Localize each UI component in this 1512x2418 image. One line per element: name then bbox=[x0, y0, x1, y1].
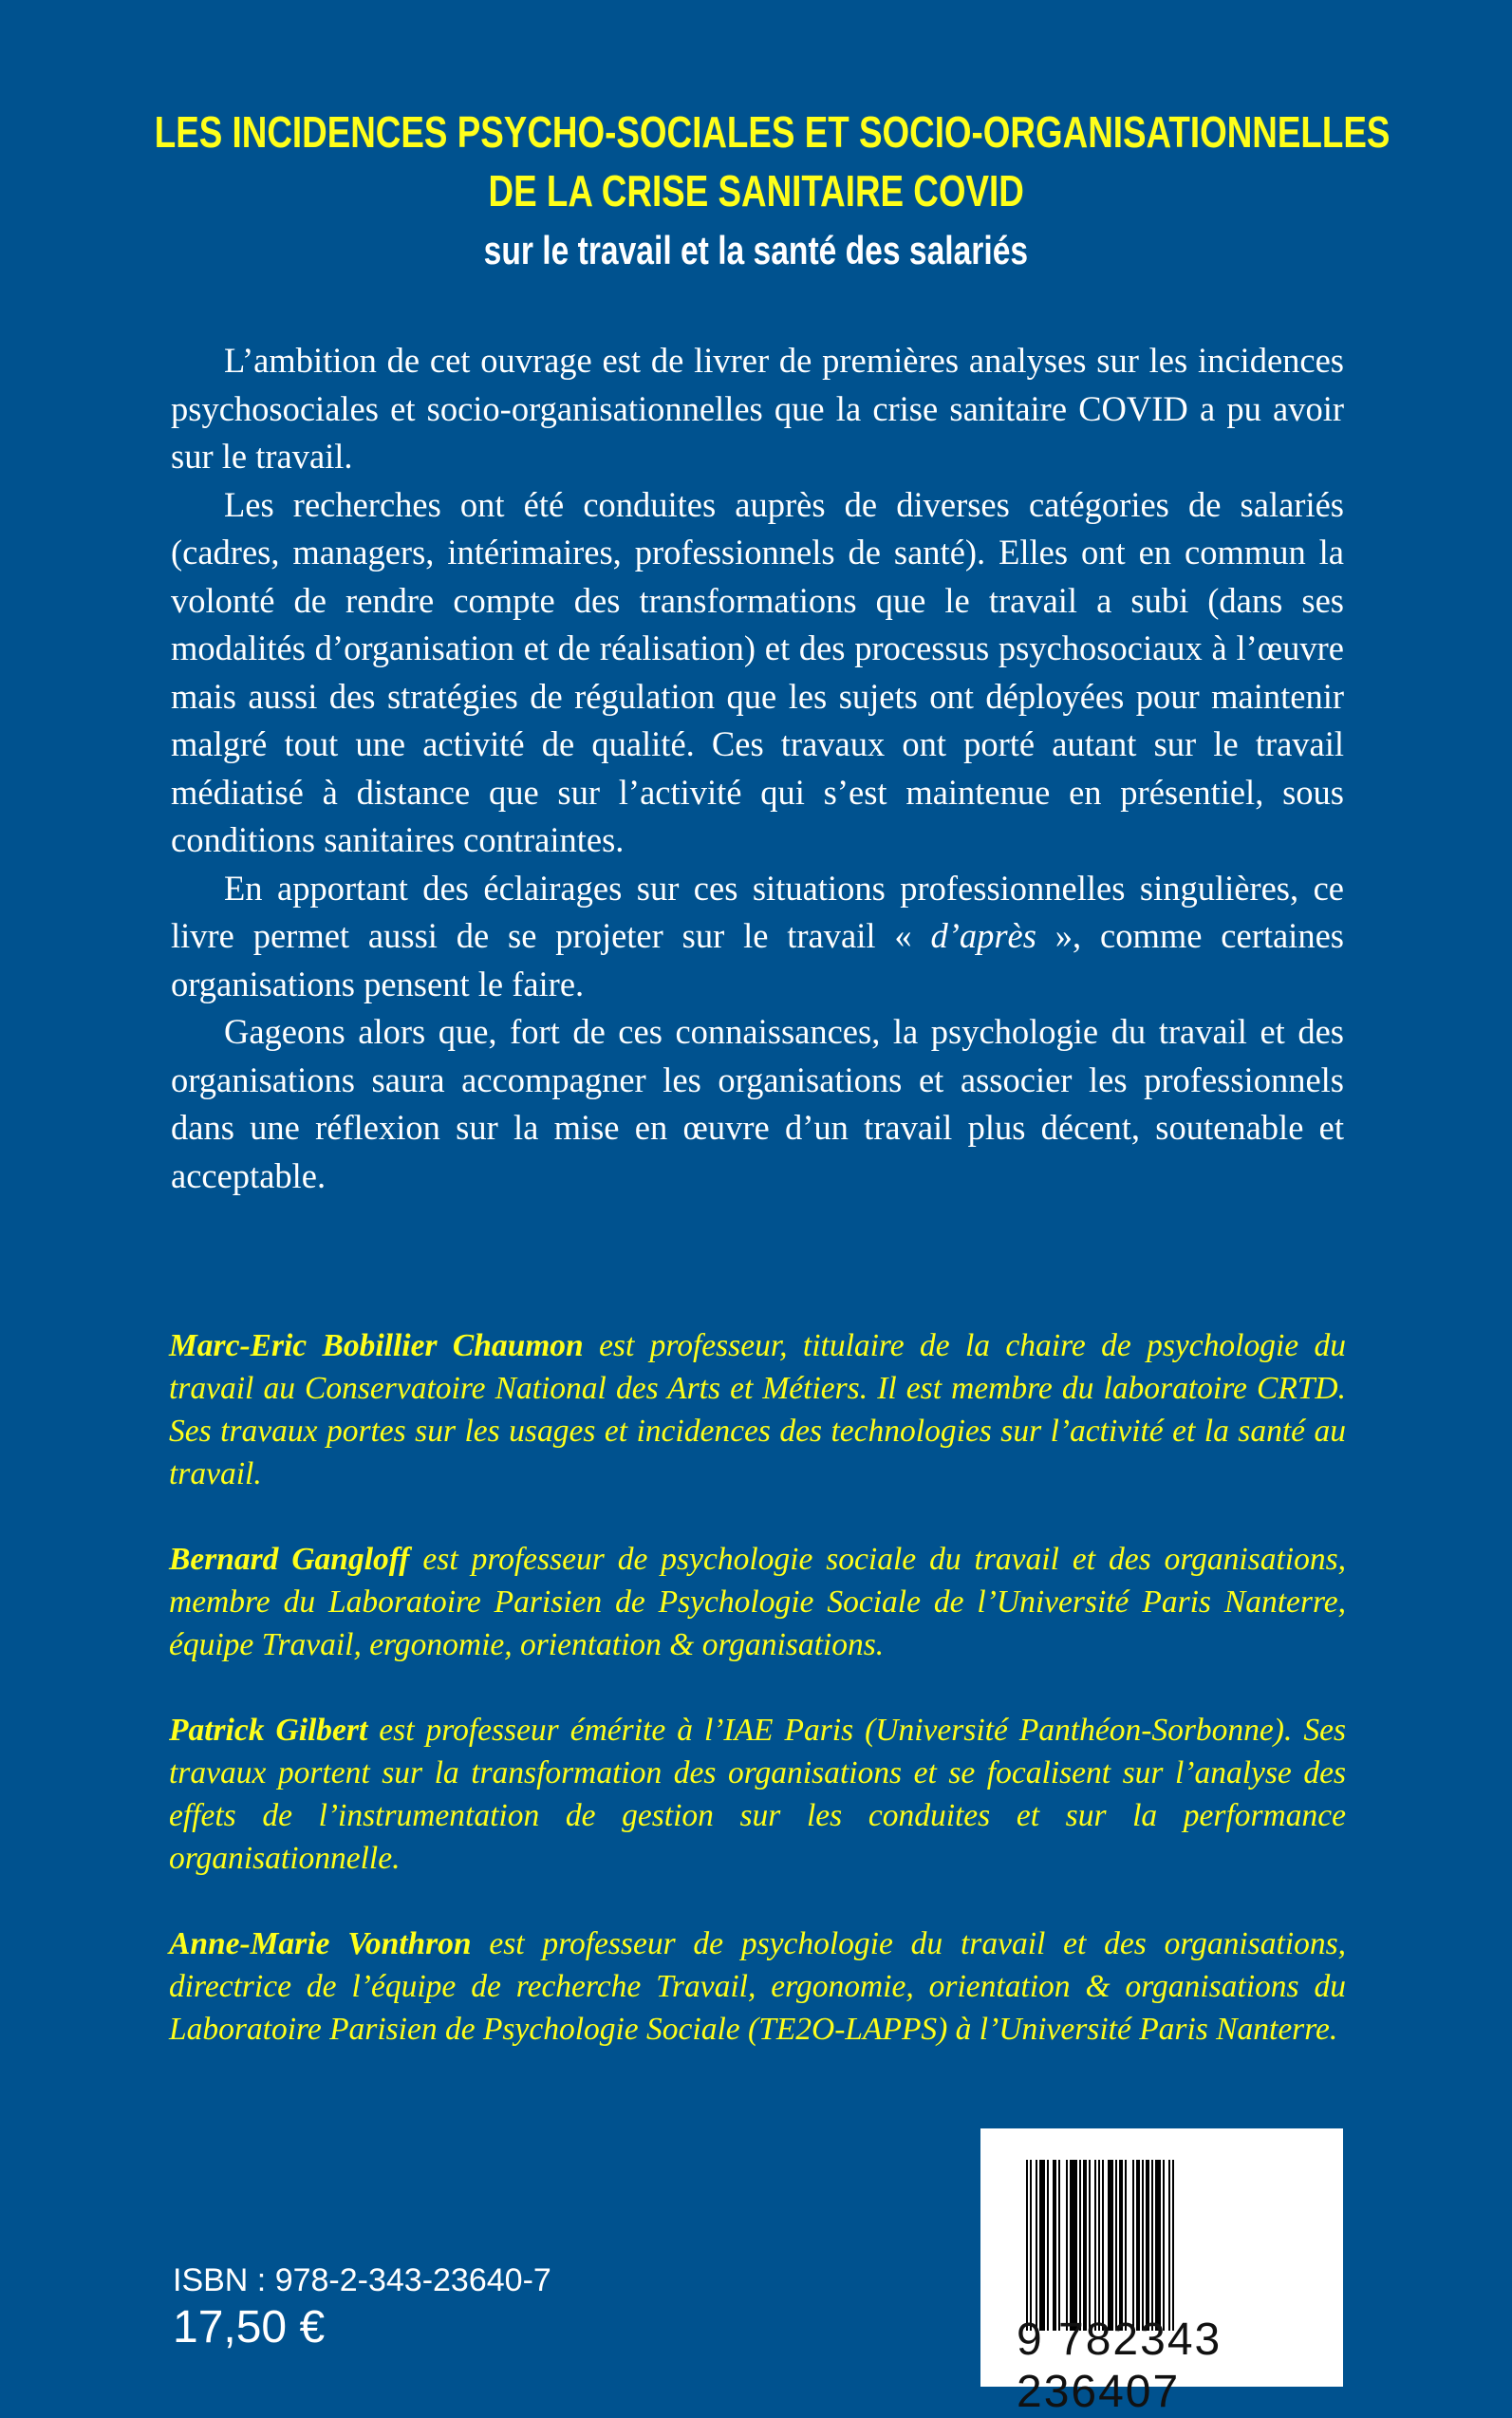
summary-paragraph: Les recherches ont été conduites auprès de diverses catégories de salariés (cadres, managers, intérimaires, professionnels de santé). Elles ont en commun la volonté de rendre compte des transformations que le travail a subi (dans ses modalités d’organisation et de réalisation) et des processus psychosociaux à l’œuvre mais aussi des stratégies de régulation que les sujets ont déployées pour maintenir malgré tout une activité de qualité. Ces travaux ont porté autant sur le travail médiatisé à distance que sur l’activité qui s’est maintenue en présentiel, sous conditions sanitaires contraintes. bbox=[171, 484, 1344, 859]
author-bio bbox=[169, 1922, 1346, 2051]
price: 17,50 € bbox=[173, 2302, 326, 2352]
subtitle-text: sur le travail et la santé des salariés bbox=[483, 228, 1029, 272]
author-description: est professeur, titulaire de la chaire de psychologie du travail au Conservatoire National des Arts et Métiers. Il est membre du laboratoire CRTD. Ses travaux portes sur les usages et incidences des technologies sur l’activité et la santé au travail. bbox=[169, 1328, 1346, 1491]
summary-paragraph: Gageons alors que, fort de ces connaissances, la psychologie du travail et des organisations saura accompagner les organisations et associer les professionnels dans une réflexion sur la mise en œuvre d’un travail plus décent, soutenable et acceptable. bbox=[171, 1012, 1344, 1195]
title-line-2 bbox=[0, 165, 1512, 216]
author-description: est professeur émérite à l’IAE Paris (Université Panthéon-Sorbonne). Ses travaux portent sur la transformation des organisations et se focalisent sur l’analyse des effets de l’instrumentation de gestion sur les conduites et sur la performance organisationnelle. bbox=[169, 1713, 1346, 1876]
author-description: est professeur de psychologie du travail et des organisations, directrice de l’équipe de recherche Travail, ergonomie, orientation & organisations du Laboratoire Parisien de Psychologie Sociale (TE2O-LAPPS) à l’Université Paris Nanterre. bbox=[169, 1926, 1346, 2047]
barcode bbox=[980, 2128, 1343, 2417]
summary-paragraph: L’ambition de cet ouvrage est de livrer de premières analyses sur les incidences psychosociales et socio-organisationnelles que la crise sanitaire COVID a pu avoir sur le travail. bbox=[171, 341, 1344, 476]
author-bio bbox=[169, 1538, 1346, 1666]
title-text: DE LA CRISE SANITAIRE COVID bbox=[488, 166, 1024, 216]
barcode-bar bbox=[1172, 2160, 1174, 2331]
author-name: Bernard Gangloff bbox=[169, 1542, 410, 1577]
author-description: est professeur de psychologie sociale du travail et des organisations, membre du Laboratoire Parisien de Psychologie Sociale de l’Université Paris Nanterre, équipe Travail, ergonomie, orientation & organisations. bbox=[169, 1542, 1346, 1662]
author-bios bbox=[169, 1324, 1346, 2093]
isbn: ISBN : 978-2-343-23640-7 bbox=[173, 2262, 551, 2298]
emphasis: d’après bbox=[930, 916, 1036, 955]
text: En apportant des éclairages sur ces situations professionnelles singulières, ce livre permet aussi de se projeter sur le travail « bbox=[171, 868, 1344, 955]
summary bbox=[171, 337, 1344, 1200]
subtitle bbox=[0, 228, 1512, 273]
title-text: LES INCIDENCES PSYCHO-SOCIALES ET SOCIO-ORGANISATIONNELLES bbox=[154, 107, 1391, 157]
author-bio bbox=[169, 1709, 1346, 1880]
barcode-number: 9 782343 236407 bbox=[1017, 2315, 1223, 2417]
barcode-bars bbox=[1026, 2160, 1320, 2331]
author-name: Patrick Gilbert bbox=[169, 1713, 368, 1748]
title-line-1 bbox=[0, 106, 1512, 158]
text: », comme certaines organisations pensent le faire. bbox=[171, 916, 1344, 1003]
author-name: Marc-Eric Bobillier Chaumon bbox=[169, 1328, 584, 1363]
barcode-bar bbox=[1070, 2160, 1077, 2331]
author-name: Anne-Marie Vonthron bbox=[169, 1926, 472, 1961]
author-bio bbox=[169, 1324, 1346, 1495]
summary-paragraph bbox=[171, 865, 1344, 1009]
